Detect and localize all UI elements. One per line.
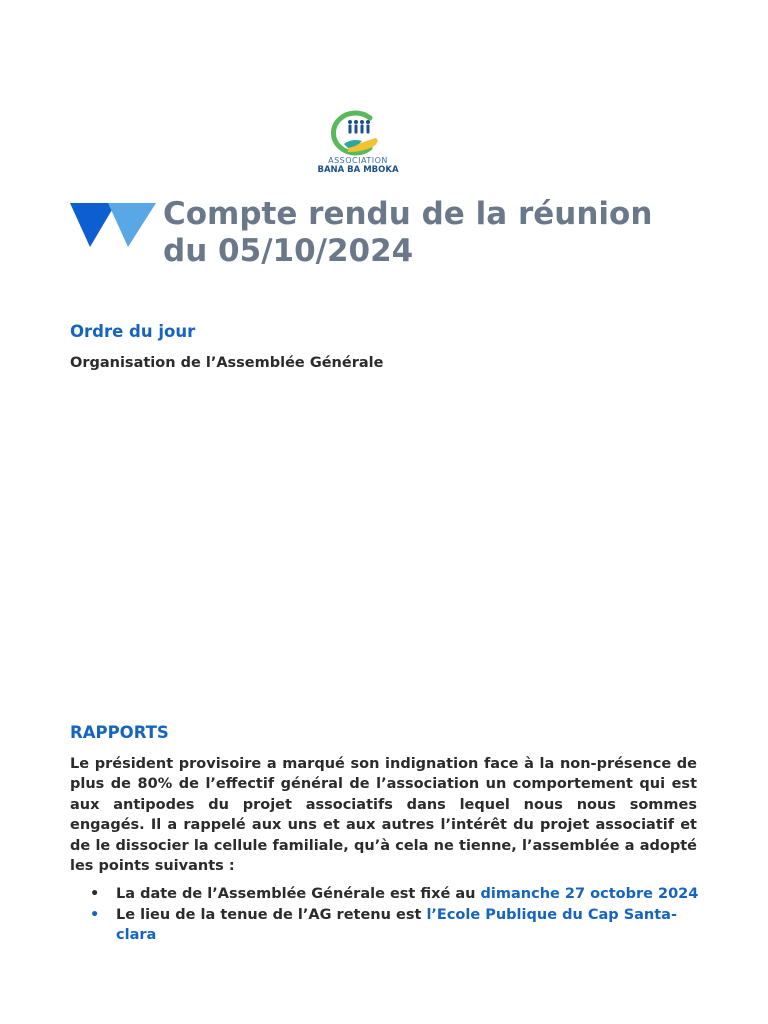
agenda-heading: Ordre du jour	[70, 322, 196, 341]
blue-chevron-marks-icon	[70, 203, 156, 247]
title-line-2: du 05/10/2024	[163, 233, 414, 269]
logo-text-association: ASSOCIATION	[328, 156, 388, 165]
list-item-highlight: l’Ecole Publique du Cap Santa-clara	[116, 906, 677, 944]
decision-list	[70, 884, 710, 946]
agenda-item: Organisation de l’Assemblée Générale	[70, 355, 384, 371]
list-item-text: La date de l’Assemblée Générale est fixé au	[116, 886, 481, 902]
people-hands-logo-icon	[318, 108, 398, 158]
bullet-icon: •	[90, 886, 100, 902]
list-item	[70, 884, 710, 904]
report-paragraph: Le président provisoire a marqué son indignation face à la non-présence de plus de 80% de l’effectif général de l’association un comportement qui est aux antipodes du projet associatifs dans lequel nous nous sommes engagés. Il a rappelé aux uns et aux autres l’intérêt du projet associatif et de le dissocier la cellule familiale, qu’à cela ne tienne, l’assemblée a adopté les points suivants :	[70, 756, 697, 875]
list-item-text: Le lieu de la tenue de l’AG retenu est	[116, 906, 427, 923]
document-title	[163, 196, 743, 270]
list-item	[70, 905, 710, 946]
title-line-1: Compte rendu de la réunion	[163, 196, 653, 232]
association-logo	[288, 108, 428, 190]
reports-heading: RAPPORTS	[70, 723, 169, 742]
logo-text-name: BANA BA MBOKA	[317, 165, 399, 175]
list-item-highlight: dimanche 27 octobre 2024	[480, 886, 699, 902]
bullet-icon: •	[90, 906, 100, 923]
